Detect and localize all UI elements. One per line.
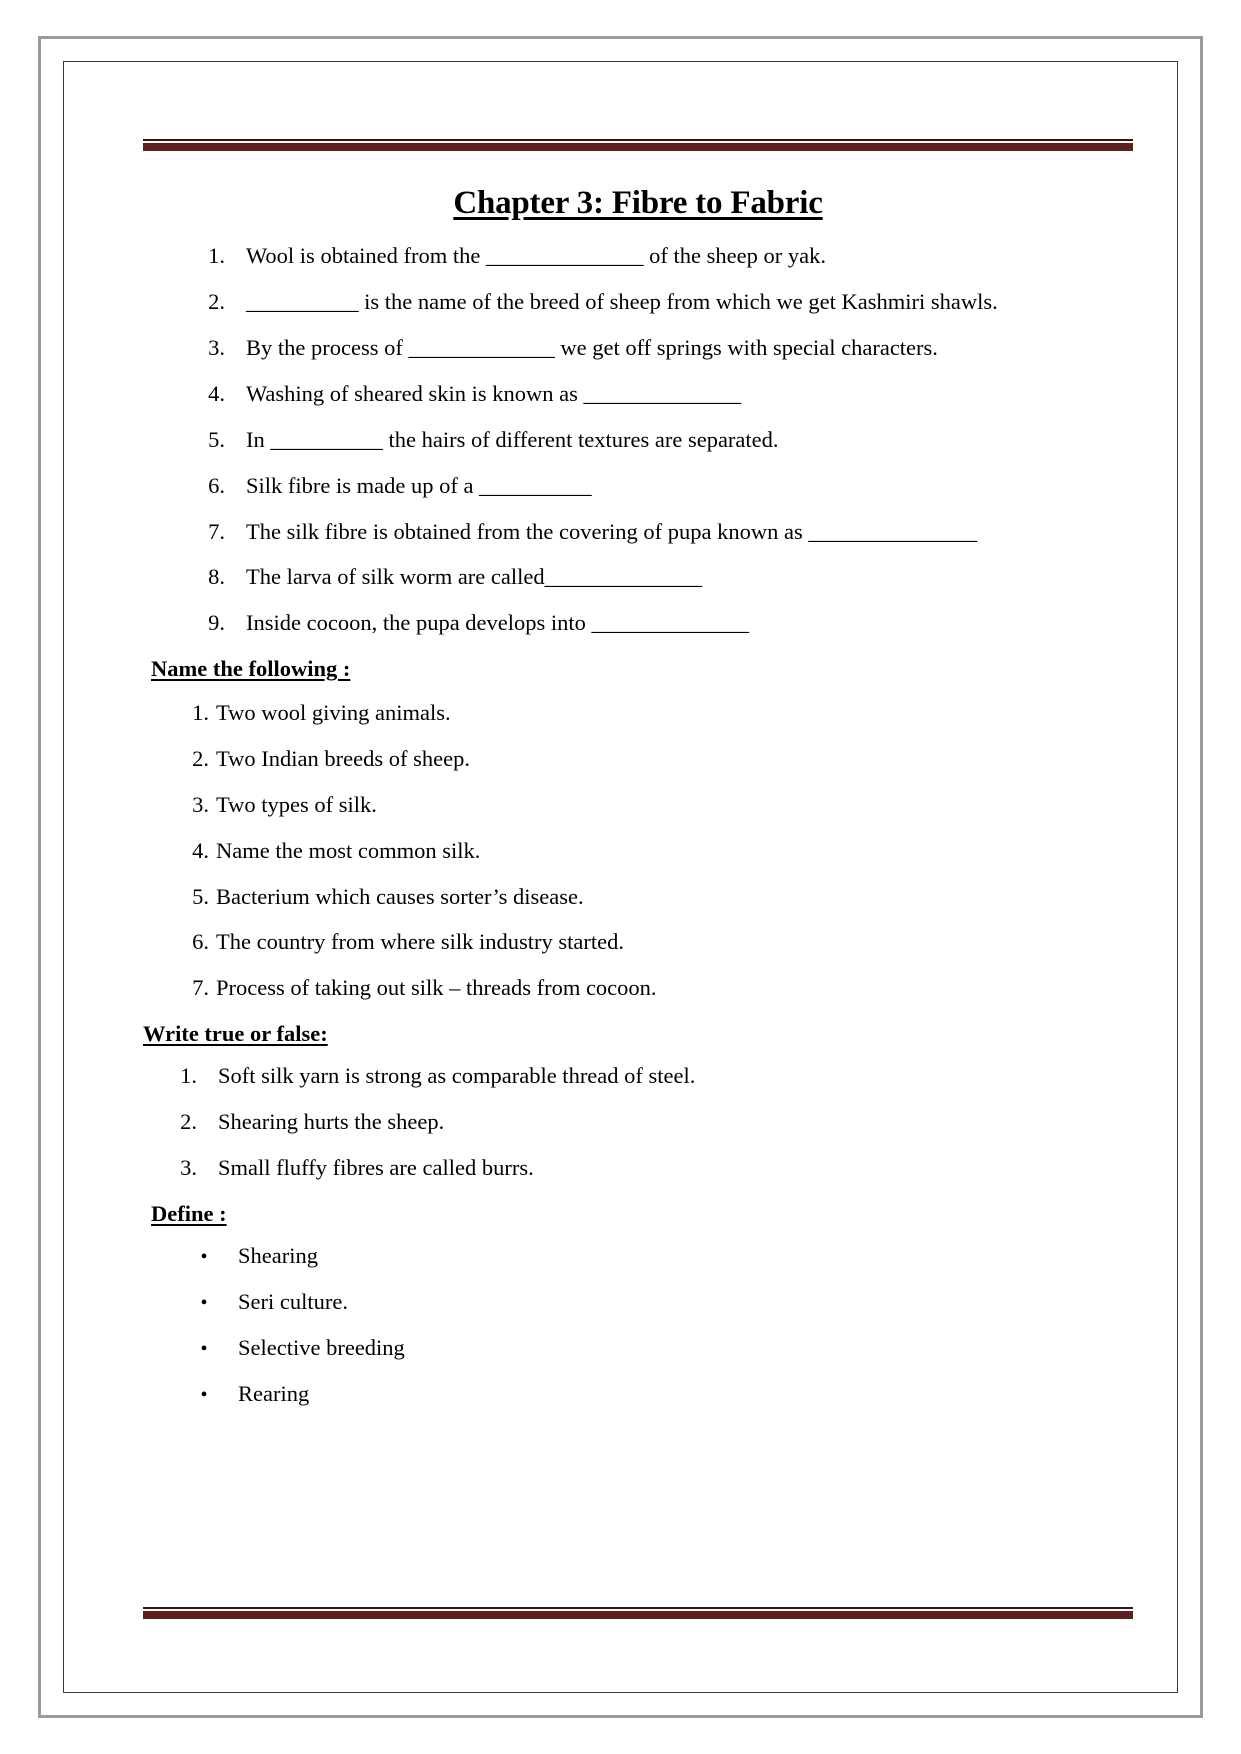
list-item-text: Bacterium which causes sorter’s disease. [216, 883, 584, 909]
list-item [191, 473, 1133, 499]
list-item-number: 7. [192, 975, 209, 1001]
section-heading-write-true-or-false: Write true or false: [143, 1021, 328, 1047]
list-item [189, 884, 1133, 910]
list-item-number: 9. [208, 610, 225, 636]
list-item-number: 6. [208, 472, 225, 498]
list-item-number: 1. [180, 1063, 197, 1089]
list-item-text: Inside cocoon, the pupa develops into ______________ [246, 610, 750, 636]
list-item-text: The country from where silk industry started. [216, 929, 625, 955]
list-item [171, 1155, 1133, 1181]
list-item-text: __________ is the name of the breed of sheep from which we get Kashmiri shawls. [246, 289, 998, 315]
page-border-outer [38, 36, 1203, 1718]
list-item [191, 1335, 1133, 1361]
list-item-text: Small fluffy fibres are called burrs. [218, 1154, 534, 1180]
footer-rule-thick-bar [143, 1611, 1133, 1619]
list-item [191, 427, 1133, 453]
page-title: Chapter 3: Fibre to Fabric [453, 185, 823, 221]
list-item [191, 564, 1133, 590]
list-item [191, 1381, 1133, 1407]
header-rule [143, 139, 1133, 151]
list-item-text: The silk fibre is obtained from the covering of pupa known as _______________ [246, 518, 978, 544]
list-item-number: 1. [192, 700, 209, 726]
header-rule-thick-bar [143, 143, 1133, 151]
list-item-text: Selective breeding [238, 1334, 405, 1360]
list-item-number: 5. [192, 883, 209, 909]
list-item-text: Two types of silk. [216, 791, 377, 817]
list-item-text: Rearing [238, 1380, 310, 1406]
list-item-number: 6. [192, 929, 209, 955]
list-item [191, 381, 1133, 407]
list-item [191, 1243, 1133, 1269]
name-the-following-list [189, 700, 1133, 1001]
list-item-number: 2. [208, 289, 225, 315]
section-heading-name-the-following: Name the following : [151, 656, 351, 682]
list-item-number: 2. [180, 1108, 197, 1134]
document-content [143, 139, 1133, 1427]
true-or-false-list [171, 1063, 1133, 1181]
list-item-text: By the process of _____________ we get off springs with special characters. [246, 335, 938, 361]
list-item-text: Soft silk yarn is strong as comparable thread of steel. [218, 1063, 696, 1089]
list-item-number: 7. [208, 518, 225, 544]
list-item [189, 746, 1133, 772]
section-heading-define: Define : [151, 1200, 227, 1226]
list-item-number: 2. [192, 745, 209, 771]
list-item-text: Washing of sheared skin is known as ______________ [246, 380, 742, 406]
list-item [189, 929, 1133, 955]
bullet-icon: • [200, 1337, 208, 1360]
list-item-text: Name the most common silk. [216, 837, 481, 863]
list-item-text: Wool is obtained from the ______________ of the sheep or yak. [246, 243, 826, 269]
list-item-text: Shearing hurts the sheep. [218, 1108, 445, 1134]
list-item-text: Shearing [238, 1242, 318, 1268]
bullet-icon: • [200, 1245, 208, 1268]
define-bullet-list [191, 1243, 1133, 1407]
list-item-number: 1. [208, 243, 225, 269]
list-item [191, 610, 1133, 636]
bullet-icon: • [200, 1383, 208, 1406]
list-item-number: 8. [208, 564, 225, 590]
list-item [189, 700, 1133, 726]
bullet-icon: • [200, 1291, 208, 1314]
list-item-text: Silk fibre is made up of a __________ [246, 472, 592, 498]
list-item [189, 975, 1133, 1001]
fill-in-blanks-list [191, 243, 1133, 636]
list-item-number: 4. [192, 837, 209, 863]
list-item [191, 335, 1133, 361]
list-item-number: 3. [208, 335, 225, 361]
list-item [189, 838, 1133, 864]
list-item [191, 519, 1133, 545]
list-item-text: Process of taking out silk – threads from cocoon. [216, 975, 657, 1001]
list-item-text: The larva of silk worm are called______________ [246, 564, 703, 590]
list-item-text: Two Indian breeds of sheep. [216, 745, 470, 771]
list-item-number: 4. [208, 380, 225, 406]
footer-rule [143, 1607, 1133, 1619]
list-item-text: Seri culture. [238, 1288, 348, 1314]
list-item-number: 3. [180, 1154, 197, 1180]
list-item [191, 289, 1133, 315]
list-item-number: 3. [192, 791, 209, 817]
list-item-text: In __________ the hairs of different textures are separated. [246, 426, 779, 452]
list-item [171, 1063, 1133, 1089]
list-item-text: Two wool giving animals. [216, 700, 451, 726]
list-item [189, 792, 1133, 818]
list-item [171, 1109, 1133, 1135]
list-item-number: 5. [208, 426, 225, 452]
list-item [191, 243, 1133, 269]
list-item [191, 1289, 1133, 1315]
